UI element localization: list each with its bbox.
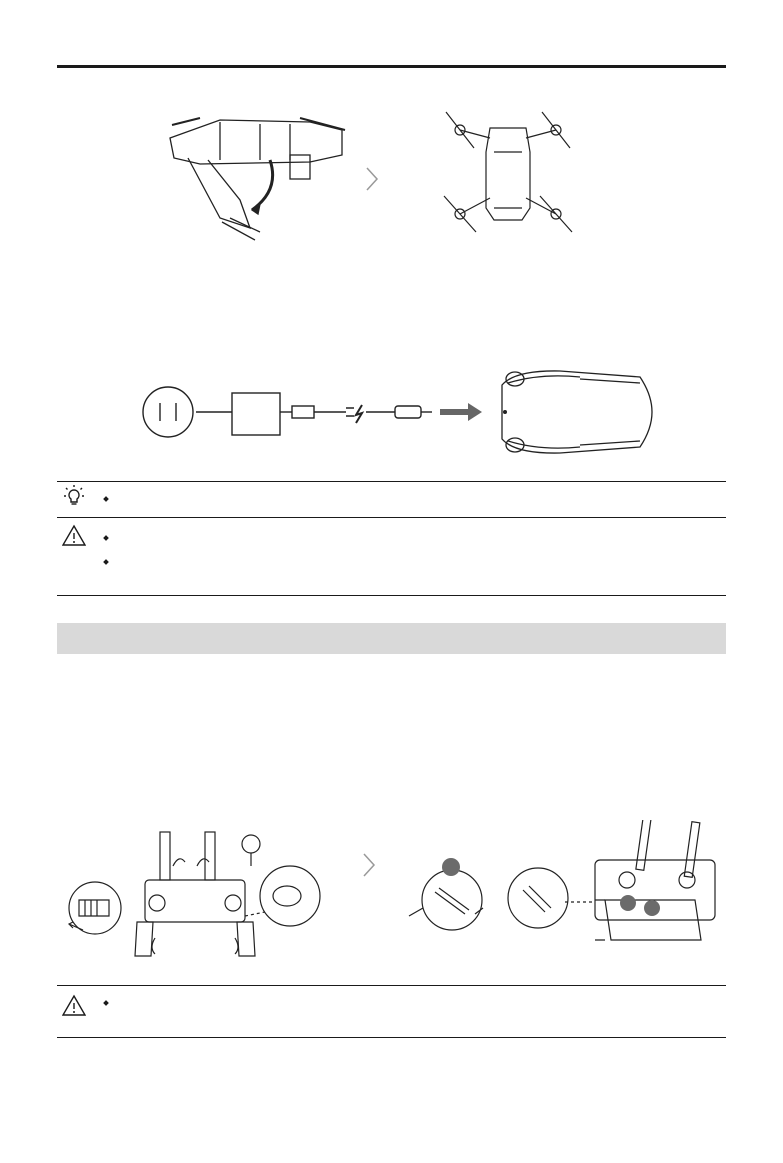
drone-unfold-illustration xyxy=(160,100,360,245)
note-top-rule xyxy=(57,985,726,986)
lightbulb-icon xyxy=(62,484,86,508)
step-badge xyxy=(644,900,660,916)
remote-controller-cable-illustration xyxy=(405,820,725,965)
note-divider xyxy=(57,517,726,518)
remote-controller-unfold-illustration xyxy=(65,826,330,966)
note-top-rule xyxy=(57,481,726,482)
warning-icon xyxy=(62,524,86,548)
note-bottom-rule xyxy=(57,1037,726,1038)
bullet xyxy=(103,1000,109,1006)
bullet xyxy=(103,496,109,502)
drone-top-view-illustration xyxy=(438,108,578,248)
section-header-bar xyxy=(57,623,726,654)
charging-illustration xyxy=(140,365,670,460)
step-badge xyxy=(442,858,460,876)
header-rule xyxy=(57,65,726,68)
bullet xyxy=(103,535,109,541)
note-bottom-rule xyxy=(57,595,726,596)
bullet xyxy=(103,559,109,565)
step-badge xyxy=(620,895,636,911)
warning-icon xyxy=(62,994,86,1018)
chevron-right-icon xyxy=(365,166,379,192)
chevron-right-icon xyxy=(362,852,376,878)
